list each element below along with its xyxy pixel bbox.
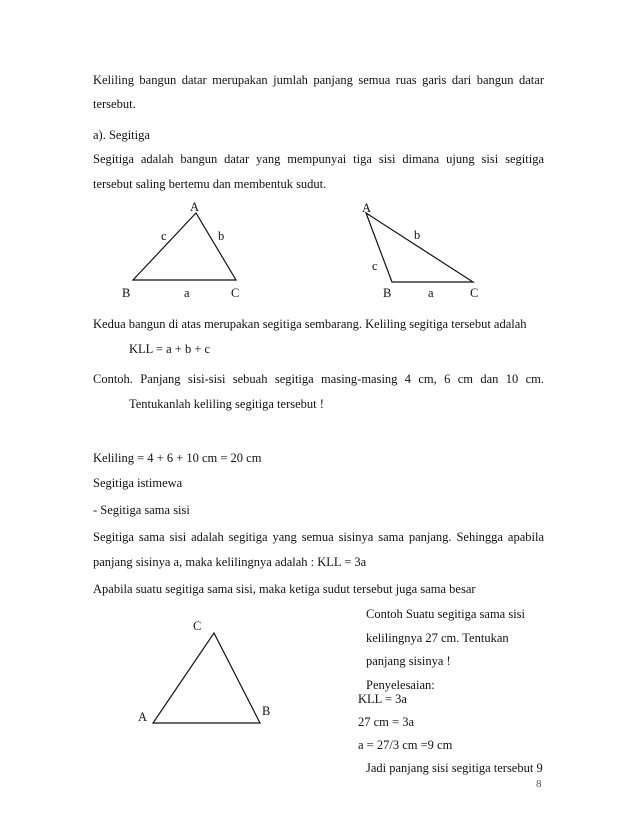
perimeter-formula: KLL = a + b + c [129, 342, 211, 356]
special-triangles-heading: Segitiga istimewa [93, 476, 183, 490]
triangle-2-side-a: a [428, 286, 434, 300]
solution-line-3: a = 27/3 cm =9 cm [358, 738, 453, 752]
triangle-1-vertex-b: B [122, 286, 131, 300]
equilateral-definition-line-1: Segitiga sama sisi adalah segitiga yang semua sisinya sama panjang. Sehingga apabila [93, 530, 544, 544]
triangle-1-side-c: c [161, 229, 167, 243]
both-figures-line: Kedua bangun di atas merupakan segitiga sembarang. Keliling segitiga tersebut adalah [93, 317, 527, 331]
triangle-2-shape [366, 213, 473, 282]
equilateral-angles-line: Apabila suatu segitiga sama sisi, maka ketiga sudut tersebut juga sama besar [93, 582, 476, 596]
equilateral-heading: - Segitiga sama sisi [93, 503, 190, 517]
triangle-3-vertex-a: A [138, 710, 148, 724]
solution-line-2: 27 cm = 3a [358, 715, 414, 729]
page-number: 8 [536, 778, 542, 790]
triangle-3-vertex-c: C [193, 619, 202, 633]
triangle-1-side-a: a [184, 286, 190, 300]
triangle-3-shape [153, 633, 260, 723]
example2-line-3: panjang sisinya ! [366, 654, 451, 668]
triangle-2-vertex-b: B [383, 286, 392, 300]
triangle-2-side-c: c [372, 259, 378, 273]
triangle-3-vertex-b: B [262, 704, 271, 718]
triangle-1-shape [133, 213, 236, 280]
intro-line-2: tersebut. [93, 97, 136, 111]
section-heading-segitiga: a). Segitiga [93, 128, 150, 142]
example2-line-2: kelilingnya 27 cm. Tentukan [366, 631, 509, 645]
triangle-1-vertex-a: A [190, 200, 200, 214]
perimeter-answer: Keliling = 4 + 6 + 10 cm = 20 cm [93, 451, 262, 465]
intro-line-1: Keliling bangun datar merupakan jumlah panjang semua ruas garis dari bangun datar [93, 73, 544, 87]
definition-line-1: Segitiga adalah bangun datar yang mempunyai tiga sisi dimana ujung sisi segitiga [93, 152, 544, 166]
triangle-2-vertex-a: A [362, 201, 372, 215]
example2-line-1: Contoh Suatu segitiga sama sisi [366, 607, 526, 621]
definition-line-2: tersebut saling bertemu dan membentuk sudut. [93, 177, 327, 191]
triangle-1-side-b: b [218, 229, 225, 243]
example-line-2: Tentukanlah keliling segitiga tersebut ! [129, 397, 324, 411]
triangle-1-vertex-c: C [231, 286, 240, 300]
solution-line-1: KLL = 3a [358, 692, 407, 706]
solution-label: Penyelesaian: [366, 678, 435, 692]
example-line-1: Contoh. Panjang sisi-sisi sebuah segitiga masing-masing 4 cm, 6 cm dan 10 cm. [93, 372, 544, 386]
triangle-2-side-b: b [414, 228, 421, 242]
equilateral-definition-line-2: panjang sisinya a, maka kelilingnya adalah : KLL = 3a [93, 555, 367, 569]
conclusion-line: Jadi panjang sisi segitiga tersebut 9 [366, 761, 543, 775]
triangle-2-vertex-c: C [470, 286, 479, 300]
